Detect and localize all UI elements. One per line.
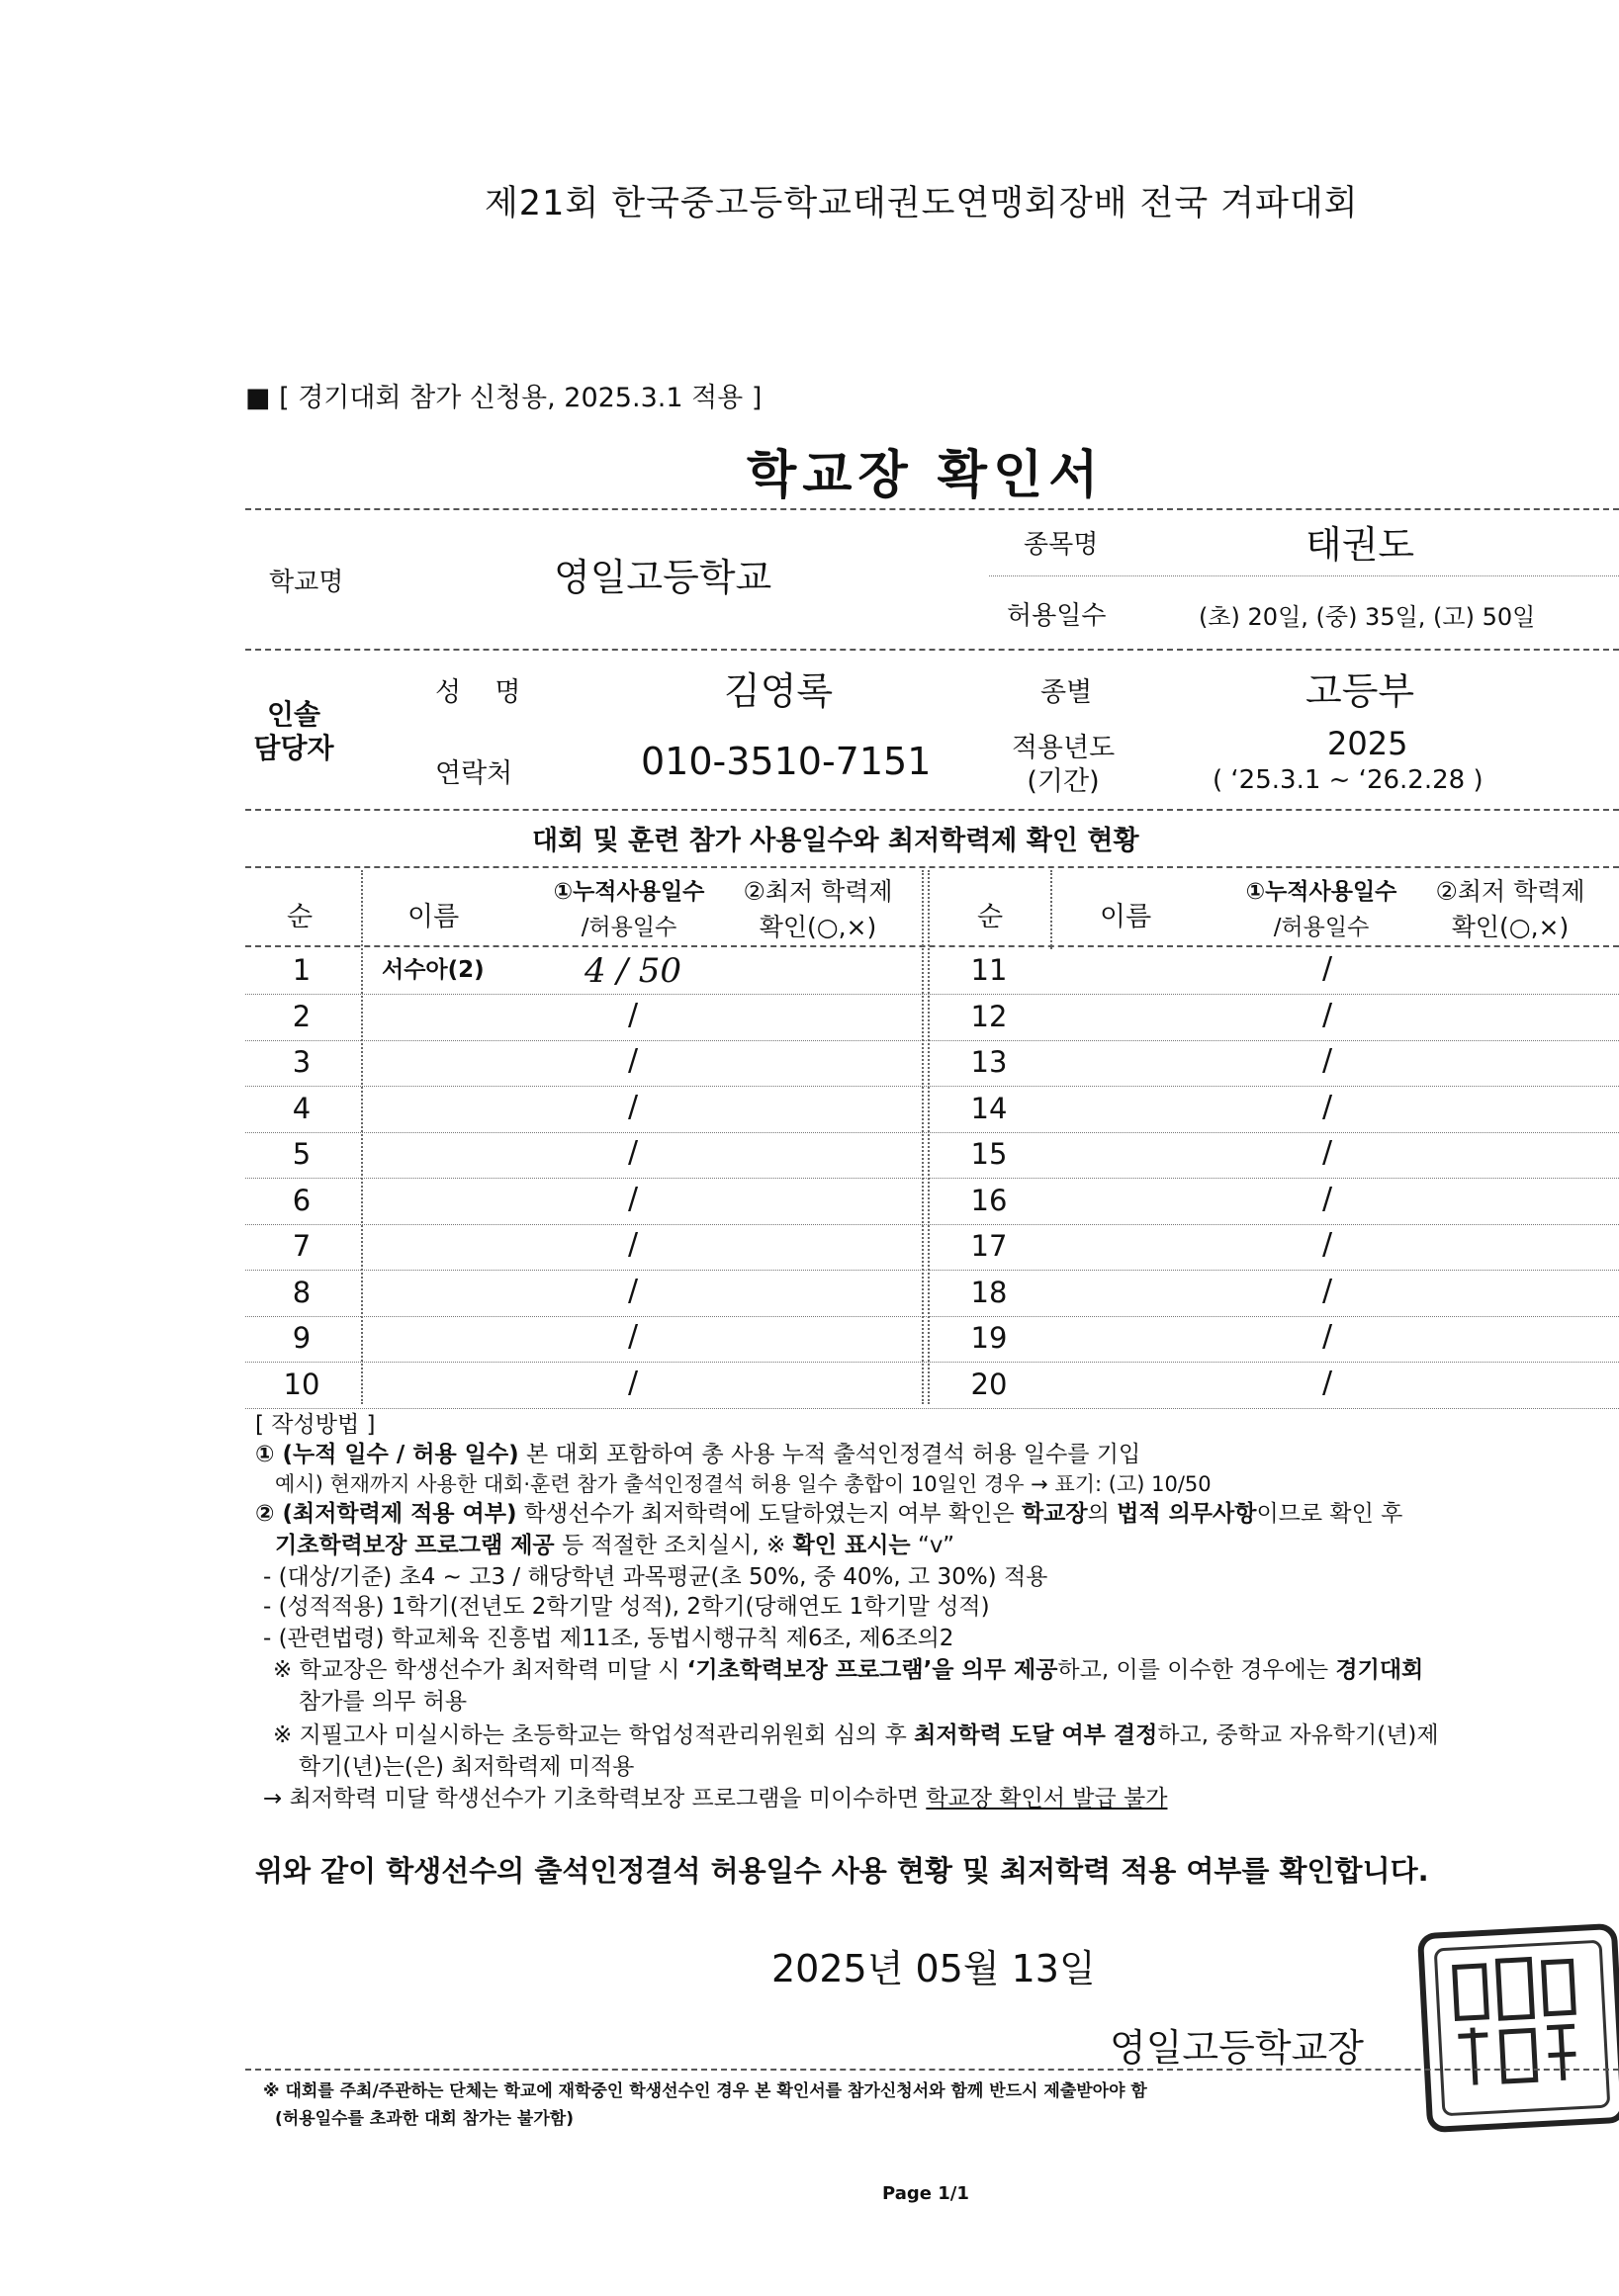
- row-days: 4 / 50: [585, 951, 681, 991]
- instruction-target: - (대상/기준) 초4 ~ 고3 / 해당학년 과목평균(초 50%, 중 40%, 고 30%) 적용: [263, 1564, 1048, 1590]
- col-days-right-line2: /허용일수: [1273, 915, 1370, 940]
- school-name: 영일고등학교: [554, 556, 772, 599]
- footnote-line2: (허용일수를 초과한 대회 참가는 불가함): [275, 2109, 574, 2129]
- instruction-note-2-b: 최저학력 도달 여부 결정: [914, 1722, 1158, 1748]
- allowed-days-value: (초) 20일, (중) 35일, (고) 50일: [1199, 603, 1536, 631]
- contact-label: 연락처: [435, 758, 513, 789]
- row-days: /: [1321, 1090, 1333, 1124]
- year-label-line1: 적용년도: [1011, 733, 1116, 763]
- instruction-2-principal: 학교장: [1021, 1501, 1088, 1527]
- row-divider: [245, 1224, 1619, 1225]
- row-no: 8: [292, 1276, 312, 1309]
- col-name-right: 이름: [1100, 902, 1152, 932]
- row-no: 15: [970, 1137, 1008, 1171]
- instruction-1-text: 본 대회 포함하여 총 사용 누적 출석인정결석 허용 일수를 기입: [518, 1442, 1141, 1467]
- col-days-right-line1: ①누적사용일수: [1245, 879, 1397, 905]
- col-no-left: 순: [287, 902, 314, 932]
- instructions-heading: [ 작성방법 ]: [255, 1412, 376, 1438]
- col-days-left: [532, 874, 726, 945]
- page-number: Page 1/1: [882, 2183, 969, 2204]
- instruction-law: - (관련법령) 학교체육 진흥법 제11조, 동법시행규칙 제6조, 제6조의2: [263, 1626, 954, 1651]
- division-value: 고등부: [1305, 669, 1415, 713]
- row-days: /: [1321, 998, 1333, 1032]
- instruction-2-duty: 법적 의무사항: [1117, 1501, 1257, 1527]
- row-no: 16: [970, 1184, 1008, 1217]
- row-no: 2: [292, 1000, 312, 1033]
- instruction-2-text-b: 이므로 확인 후: [1256, 1501, 1403, 1527]
- page-title: 학교장 확인서: [747, 446, 1105, 505]
- year-label: [989, 732, 1137, 799]
- row-no: 12: [970, 1000, 1008, 1033]
- row-no: 19: [970, 1321, 1008, 1355]
- year-label-line2: (기간): [1027, 766, 1100, 797]
- row-days: /: [627, 1043, 639, 1078]
- row-no: 7: [292, 1229, 312, 1263]
- event-name: 태권도: [1305, 523, 1415, 567]
- instruction-note-2-a: ※ 지필고사 미실시하는 초등학교는 학업성적관리위원회 심의 후: [273, 1722, 915, 1748]
- row-divider: [245, 1178, 1619, 1179]
- col-min-left: [724, 874, 912, 945]
- row-days: /: [627, 998, 639, 1032]
- instruction-note-1-d: 경기대회: [1335, 1657, 1424, 1683]
- manager-label: [249, 698, 338, 765]
- row-no: 6: [292, 1184, 312, 1217]
- row-divider: [245, 1316, 1619, 1317]
- instruction-1-label: ① (누적 일수 / 허용 일수): [255, 1442, 519, 1467]
- official-seal: [1417, 1923, 1619, 2133]
- instruction-2-mark-label: 확인 표시는: [792, 1533, 911, 1558]
- instruction-note-1: [273, 1653, 1423, 1687]
- instruction-note-3-a: → 최저학력 미달 학생선수가 기초학력보장 프로그램을 미이수하면: [263, 1786, 927, 1811]
- instruction-note-1-b: ‘기초학력보장 프로그램’을 의무 제공: [686, 1657, 1058, 1683]
- name-label: 성 명: [435, 677, 521, 708]
- row-no: 1: [292, 953, 312, 987]
- row-days: /: [1321, 1274, 1333, 1308]
- instruction-note-3: [263, 1782, 1167, 1815]
- competition-title: 제21회 한국중고등학교태권도연맹회장배 전국 겨파대회: [485, 184, 1359, 223]
- col-min-left-line2: 확인(○,×): [759, 913, 877, 941]
- principal-name: 영일고등학교장: [1110, 2026, 1364, 2070]
- row-divider: [245, 1362, 1619, 1363]
- instruction-2-label: ② (최저학력제 적용 여부): [255, 1501, 517, 1527]
- row-divider: [245, 994, 1619, 995]
- row-no: 5: [292, 1137, 312, 1171]
- row-no: 9: [292, 1321, 312, 1355]
- row-no: 3: [292, 1045, 312, 1079]
- col-min-right-line1: ②최저 학력제: [1435, 877, 1585, 906]
- row-days: /: [1321, 1227, 1333, 1262]
- col-days-left-line1: ①누적사용일수: [553, 879, 705, 905]
- row-no: 17: [970, 1229, 1008, 1263]
- period-value: ( ‘25.3.1 ~ ‘26.2.28 ): [1213, 765, 1484, 795]
- instruction-2-measures: 등 적절한 조치실시, ※: [554, 1533, 793, 1558]
- instruction-example: 예시) 현재까지 사용한 대회·훈련 참가 출석인정결석 허용 일수 총합이 10일인 경우 → 표기: (고) 10/50: [275, 1472, 1212, 1496]
- col-min-left-line1: ②최저 학력제: [743, 877, 893, 906]
- col-min-right-line2: 확인(○,×): [1451, 913, 1570, 941]
- row-no: 14: [970, 1092, 1008, 1125]
- instruction-2-program: 기초학력보장 프로그램 제공: [275, 1533, 555, 1558]
- row-name: 서수아(2): [382, 957, 485, 983]
- row-days: /: [627, 1135, 639, 1170]
- row-divider: [245, 1086, 1619, 1087]
- row-days: /: [627, 1090, 639, 1124]
- row-no: 18: [970, 1276, 1008, 1309]
- contact-number: 010-3510-7151: [641, 740, 932, 783]
- instruction-2-mark: “v”: [910, 1533, 954, 1558]
- row-days: /: [1321, 1043, 1333, 1078]
- row-no: 10: [283, 1368, 320, 1401]
- row-days: /: [1321, 1319, 1333, 1354]
- col-min-right: [1416, 874, 1604, 945]
- col-no-right: 순: [977, 902, 1004, 932]
- instruction-2-of: 의: [1087, 1501, 1118, 1527]
- instruction-note-2: [273, 1719, 1439, 1752]
- instruction-2: [255, 1497, 1402, 1531]
- row-days: /: [1321, 951, 1333, 986]
- row-divider: [245, 1408, 1619, 1409]
- instruction-note-2-cont: 학기(년)는(은) 최저학력제 미적용: [299, 1754, 635, 1780]
- allowed-days-label: 허용일수: [1007, 601, 1107, 631]
- instruction-2-text-a: 학생선수가 최저학력에 도달하였는지 여부 확인은: [516, 1501, 1022, 1527]
- row-divider: [245, 1270, 1619, 1271]
- instruction-1: [255, 1438, 1140, 1471]
- instruction-note-2-c: 하고, 중학교 자유학기(년)제: [1157, 1722, 1439, 1748]
- year-value: 2025: [1327, 725, 1408, 762]
- row-days: /: [627, 1227, 639, 1262]
- row-no: 4: [292, 1092, 312, 1125]
- row-no: 11: [970, 953, 1008, 987]
- col-days-left-line2: /허용일수: [581, 915, 677, 940]
- issue-date: 2025년 05월 13일: [771, 1947, 1096, 1990]
- application-tag: ■ [ 경기대회 참가 신청용, 2025.3.1 적용 ]: [245, 383, 763, 413]
- instruction-2-cont: [275, 1529, 954, 1562]
- instruction-grades: - (성적적용) 1학기(전년도 2학기말 성적), 2학기(당해연도 1학기말 성적): [263, 1594, 990, 1620]
- row-days: /: [1321, 1182, 1333, 1216]
- instruction-note-1-cont: 참가를 의무 허용: [299, 1689, 468, 1715]
- row-no: 20: [970, 1368, 1008, 1401]
- manager-name: 김영록: [724, 669, 834, 713]
- instruction-note-1-a: ※ 학교장은 학생선수가 최저학력 미달 시: [273, 1657, 687, 1683]
- footnote-line1: ※ 대회를 주최/주관하는 단체는 학교에 재학중인 학생선수인 경우 본 확인서를 참가신청서와 함께 반드시 제출받아야 함: [263, 2081, 1147, 2101]
- school-label: 학교명: [269, 568, 344, 597]
- division-label: 종별: [1040, 677, 1093, 708]
- col-days-right: [1224, 874, 1418, 945]
- row-days: /: [1321, 1366, 1333, 1400]
- row-days: /: [627, 1319, 639, 1354]
- row-divider: [245, 1040, 1619, 1041]
- manager-label-line1: 인솔: [266, 698, 321, 731]
- row-days: /: [627, 1182, 639, 1216]
- manager-label-line2: 담당자: [253, 732, 334, 764]
- status-title: 대회 및 훈련 참가 사용일수와 최저학력제 확인 현황: [532, 826, 1139, 856]
- row-no: 13: [970, 1045, 1008, 1079]
- row-days: /: [627, 1274, 639, 1308]
- row-divider: [245, 1132, 1619, 1133]
- event-label: 종목명: [1024, 530, 1099, 560]
- col-name-left: 이름: [407, 902, 460, 932]
- instruction-note-3-b: 학교장 확인서 발급 불가: [926, 1786, 1168, 1811]
- instruction-note-1-c: 하고, 이를 이수한 경우에는: [1057, 1657, 1336, 1683]
- row-days: /: [1321, 1135, 1333, 1170]
- confirmation-statement: 위와 같이 학생선수의 출석인정결석 허용일수 사용 현황 및 최저학력 적용 여부를 확인합니다.: [255, 1854, 1429, 1888]
- row-days: /: [627, 1366, 639, 1400]
